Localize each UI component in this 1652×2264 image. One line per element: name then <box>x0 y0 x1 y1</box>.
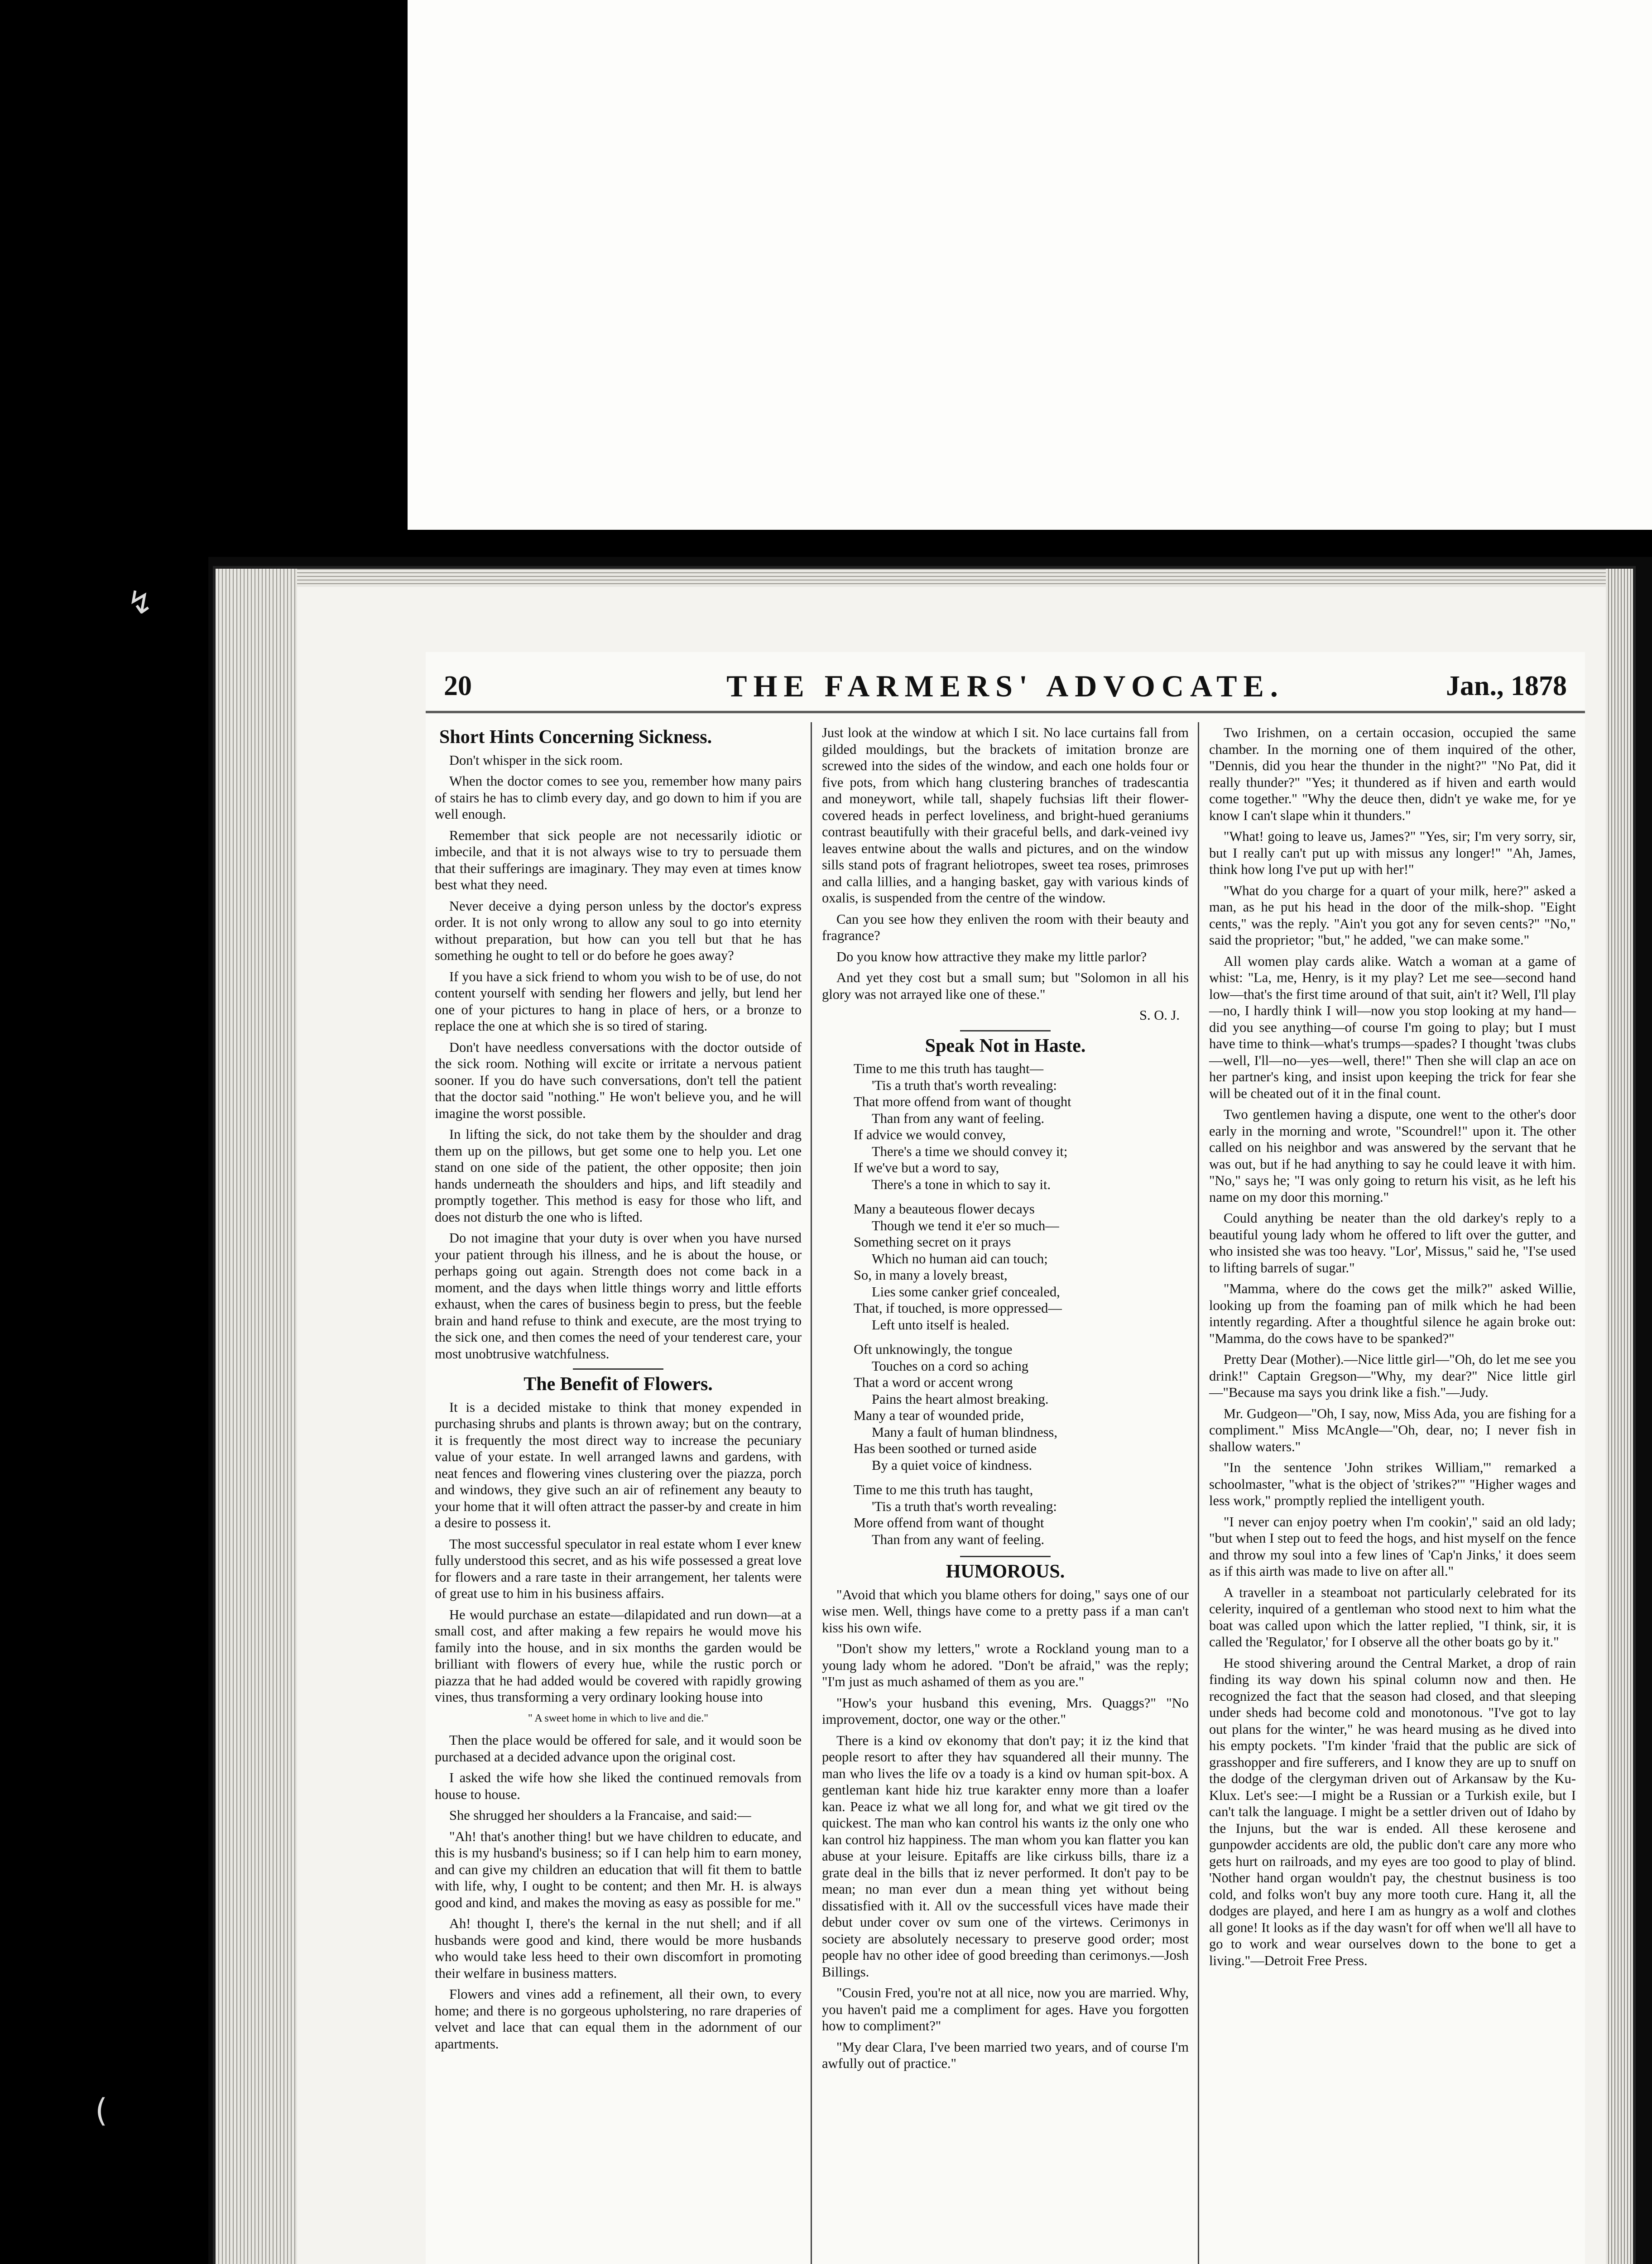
article-title-sickness: Short Hints Concerning Sickness. <box>439 727 712 748</box>
page-stack-left <box>216 569 297 2264</box>
paragraph: "Don't show my letters," wrote a Rockland young man to a young lady whom he adored. "Don't be afraid," was the reply; "I'm just as much ashamed of them as you are." <box>822 1641 1189 1689</box>
poem-line: Than from any want of feeling. <box>872 1110 1045 1126</box>
paragraph: Flowers and vines add a refinement, all their own, to every home; and there is no gorgeous upholstering, no rare draperies of velvet and lace that can equal them in the adornment of our apartments. <box>435 1986 802 2052</box>
poem-line: 'Tis a truth that's worth revealing: <box>872 1077 1057 1093</box>
paragraph: Pretty Dear (Mother).—Nice little girl—"Oh, do let me see you drink!" Captain Gregson—"Why, my dear?" Nice little girl—"Because ma says you drink like a fish."—Judy. <box>1209 1352 1576 1400</box>
author-signature: S. O. J. <box>1139 1007 1180 1023</box>
article-title-flowers: The Benefit of Flowers. <box>523 1374 713 1395</box>
poem-title: Speak Not in Haste. <box>925 1035 1086 1056</box>
film-border <box>36 0 118 2264</box>
page-stack-top <box>216 569 1633 587</box>
page-header <box>426 652 1585 713</box>
paragraph: Don't whisper in the sick room. <box>449 752 623 768</box>
poem-line: Than from any want of feeling. <box>872 1531 1045 1547</box>
paragraph: If you have a sick friend to whom you wish to be of use, do not content yourself with sending her flowers and jelly, but lend her one of your pictures to hang in place of hers, or a bronze to replace the one at which she is so tired of staring. <box>435 969 802 1034</box>
scan-mark-2: ( <box>95 2092 108 2129</box>
poem-line: That more offend from want of thought <box>854 1094 1071 1109</box>
paragraph: Can you see how they enliven the room with their beauty and fragrance? <box>822 911 1189 943</box>
paragraph: The most successful speculator in real estate whom I ever knew fully understood this secret, and as his wife possessed a great love for flowers and a rare taste in their arrangement, her talents were of great use to him in his business affairs. <box>435 1536 802 1601</box>
paragraph: She shrugged her shoulders a la Francaise, and said:— <box>449 1808 751 1823</box>
paragraph: A traveller in a steamboat not particularly celebrated for its celerity, inquired of a gentleman who stood next to him what the boat was called upon which the latter replied, "I think, sir, it is called the 'Regulator,' for I observe all the other boats go by it." <box>1209 1584 1576 1650</box>
paragraph: Mr. Gudgeon—"Oh, I say, now, Miss Ada, you are fishing for a compliment." Miss McAngle—"Oh, dear, no; I never fish in shallow waters." <box>1209 1405 1576 1454</box>
paragraph: "What! going to leave us, James?" "Yes, sir; I'm very sorry, sir, but I really can't put up with missus any longer!" "Ah, James, think how long I've put up with her!" <box>1209 829 1576 877</box>
paragraph: Could anything be neater than the old darkey's reply to a beautiful young lady whom he offered to lift over the gutter, and who insisted she was too heavy. "Lor', Missus," said he, "I'se used to lifting barrels of sugar." <box>1209 1210 1576 1276</box>
inline-quote: " A sweet home in which to live and die." <box>528 1712 709 1724</box>
paragraph: Remember that sick people are not necessarily idiotic or imbecile, and that it is not always wise to try to persuade them that their sufferings are imaginary. They may even at times know best what they need. <box>435 827 802 892</box>
poem-line: Touches on a cord so aching <box>872 1358 1028 1374</box>
paragraph: "What do you charge for a quart of your milk, here?" asked a man, as he put his head in the door of the milk-shop. "Eight cents," was the reply. "Ain't you got any for seven cents?" "No," said the proprietor; "but," he added, "we can make some." <box>1209 883 1576 948</box>
column-1 <box>435 724 802 2057</box>
poem-line: So, in many a lovely breast, <box>854 1267 1008 1283</box>
paragraph: Do you know how attractive they make my little parlor? <box>836 949 1147 964</box>
paragraph: Never deceive a dying person unless by the doctor's express order. It is not only wrong to allow any soul to go into eternity without preparation, but how can you tell but that he has something he ought to tell or do before he goes away? <box>435 898 802 963</box>
poem-line: Which no human aid can touch; <box>872 1251 1048 1266</box>
newspaper-page <box>426 652 1585 2264</box>
poem-line: There's a time we should convey it; <box>872 1143 1068 1159</box>
paragraph: "Avoid that which you blame others for doing," says one of our wise men. Well, things have come to a pretty pass if a man can't kiss his own wife. <box>822 1587 1189 1636</box>
section-divider <box>960 1030 1051 1031</box>
poem-line <box>822 1333 1189 1341</box>
paragraph: "My dear Clara, I've been married two years, and of course I'm awfully out of practice." <box>822 2039 1189 2071</box>
poem-line: More offend from want of thought <box>854 1515 1044 1530</box>
section-divider <box>960 1556 1051 1557</box>
poem-line: There's a tone in which to say it. <box>872 1176 1051 1192</box>
paragraph: It is a decided mistake to think that money expended in purchasing shrubs and plants is thrown away; but on the contrary, it is frequently the most direct way to increase the pecuniary value of your estate. In well arranged lawns and gardens, with neat fences and flowering vines clustering over the piazza, porch and windows, they give such an air of refinement any beauty to your home that it will often attract the passer-by and create in him a desire to possess it. <box>435 1399 802 1530</box>
page-number: 20 <box>444 671 472 701</box>
paragraph: He would purchase an estate—dilapidated and run down—at a small cost, and after making a few repairs he would move his family into the house, and in six months the garden would be brilliant with flowers of every hue, while the rustic porch or piazza that he had added would be covered with rapidly growing vines, thus transforming a very ordinary looking house into <box>435 1607 802 1705</box>
poem-line: That a word or accent wrong <box>854 1375 1013 1390</box>
poem-line <box>822 1193 1189 1201</box>
poem-line: If we've but a word to say, <box>854 1160 999 1175</box>
paragraph: "I never can enjoy poetry when I'm cookin'," said an old lady; "but when I step out to feed the hogs, and hist myself on the fence and throw my soul into a few lines of 'Cap'n Jinks,' it does seem as if this airth was made to live on after all." <box>1209 1514 1576 1579</box>
section-divider <box>573 1368 663 1370</box>
column-2 <box>822 724 1189 2077</box>
publication-title: THE FARMERS' ADVOCATE. <box>726 669 1284 703</box>
poem-line <box>822 1473 1189 1482</box>
paragraph: Do not imagine that your duty is over when you have nursed your patient through his illness, and he is about the house, or perhaps going out again. Strength does not come back in a moment, and the days when little things worry and little efforts exhaust, when the cares of business begin to press, but the feeble brain and hand refuse to think and execute, are the most trying to the sick one, and then comes the need of your tenderest care, your most unobtrusive watchfulness. <box>435 1230 802 1362</box>
poem-line: Many a fault of human blindness, <box>872 1424 1057 1440</box>
paragraph: All women play cards alike. Watch a woman at a game of whist: "La, me, Henry, is it my play? Let me see—second hand low—that's the first time around of that suit, ain't it? Well, I'll play—no, I hardly think I will—now you stop looking at my hand—did you see anything—of course I'm going to play; but I must have time to think—what's trumps—spades? I thought 'twas clubs—well, I'll—no—yes—well, there!" Then she will clap an ace on her partner's king, and insist upon keeping the trick for fear she will be cheated out of it in the final count. <box>1209 953 1576 1101</box>
poem-line: Though we tend it e'er so much— <box>872 1218 1059 1233</box>
paragraph: Then the place would be offered for sale, and it would soon be purchased at a decided advance upon the original cost. <box>435 1732 802 1765</box>
paragraph: He stood shivering around the Central Market, a drop of rain finding its way down his spinal column now and then. He recognized the fact that the season had closed, and that sleeping under sheds had become cold and monotonous. "I've got to lay out plans for the winter," he was heard musing as he dived into his empty pockets. "I'm kinder 'fraid that the public are sick of grasshopper and fire sufferers, and I know they are up to snuff on the dodge of the clergyman driven out of Arkansaw by the Ku-Klux. Let's see:—I might be a Russian or a Turkish exile, but I can't talk the language. I might be a settler driven out of Idaho by the Injuns, but the war is ended. All these kerosene and gunpowder accidents are old, the public don't care any more who gets hurt on railroads, and my eyes are too good to play of blind. 'Nother hand organ wouldn't pay, the chestnut business is too cold, and folks won't buy any more tooth cure. Hang it, all the dodges are played, and here I am as hungry as a wolf and clothes all gone! It looks as if the day wasn't for off when we'll all have to go to work and wear ourselves down to the bone to get a living."—Detroit Free Press. <box>1209 1655 1576 1968</box>
poem-line: If advice we would convey, <box>854 1127 1006 1142</box>
section-title-humorous: HUMOROUS. <box>946 1561 1065 1582</box>
paragraph: I asked the wife how she liked the continued removals from house to house. <box>435 1770 802 1802</box>
paragraph: Just look at the window at which I sit. No lace curtains fall from gilded mouldings, but the brackets of imitation bronze are screwed into the sides of the window, and each one holds four or five pots, from which hang clustering branches of tradescantia and moneywort, while tall, shapely fuchsias lift their flower-covered heads in perfect loveliness, and bright-hued geraniums contrast beautifully with their graceful bells, and dark-veined ivy leaves entwine about the walls and pictures, and on the window sills stand pots of fragrant heliotropes, sweet tea roses, primroses and calla lillies, and a hanging basket, gay with various kinds of oxalis, is suspended from the centre of the window. <box>822 725 1189 906</box>
paragraph: When the doctor comes to see you, remember how many pairs of stairs he has to climb every day, and go down to him if you are well enough. <box>435 773 802 822</box>
paragraph: Don't have needless conversations with the doctor outside of the sick room. Nothing will excite or irritate a nervous patient sooner. If you do have such conversations, don't tell the patient that the doctor said "nothing." He won't believe you, and he will imagine the worst possible. <box>435 1039 802 1121</box>
poem-line: Many a tear of wounded pride, <box>854 1408 1024 1423</box>
poem-line: Something secret on it prays <box>854 1234 1011 1250</box>
poem-line: Time to me this truth has taught— <box>854 1061 1044 1076</box>
paragraph: "How's your husband this evening, Mrs. Quaggs?" "No improvement, doctor, one way or the other." <box>822 1695 1189 1727</box>
paragraph: "Cousin Fred, you're not at all nice, now you are married. Why, you haven't paid me a compliment for ages. Have you forgotten how to compliment?" <box>822 1985 1189 2034</box>
poem-line: That, if touched, is more oppressed— <box>854 1300 1062 1316</box>
overexposed-background <box>408 0 1652 530</box>
poem-line: Many a beauteous flower decays <box>854 1201 1035 1217</box>
column-rule-2 <box>1198 722 1199 2264</box>
paragraph: And yet they cost but a small sum; but "Solomon in all his glory was not arrayed like one of these." <box>822 970 1189 1002</box>
page-stack-right <box>1606 569 1633 2264</box>
column-3 <box>1209 724 1576 1973</box>
paragraph: "Mamma, where do the cows get the milk?" asked Willie, looking up from the foaming pan of milk which he had been intently regarding. After a thoughtful silence he again broke out: "Mamma, do the cows have to be spanked?" <box>1209 1281 1576 1346</box>
paragraph: Ah! thought I, there's the kernal in the nut shell; and if all husbands were good and kind, there would be more husbands who would take less heed to their own discomfort in promoting their welfare in business matters. <box>435 1916 802 1981</box>
paragraph: "In the sentence 'John strikes William,'" remarked a schoolmaster, "what is the object of 'strikes?'" "Higher wages and less work," promptly replied the intelligent youth. <box>1209 1460 1576 1508</box>
scan-mark-1: ↯ <box>127 584 154 621</box>
poem-line: 'Tis a truth that's worth revealing: <box>872 1498 1057 1514</box>
poem-line: Oft unknowingly, the tongue <box>854 1342 1013 1357</box>
poem-line: Time to me this truth has taught, <box>854 1482 1033 1497</box>
poem-line: Has been soothed or turned aside <box>854 1441 1037 1456</box>
paragraph: In lifting the sick, do not take them by the shoulder and drag them up on the pillows, but get some one to help you. Let one stand on one side of the patient, the other opposite; then join hands underneath the shoulders and hips, and lift steadily and promptly together. This method is easy for those who lift, and does not disturb the one who is lifted. <box>435 1127 802 1225</box>
issue-date: Jan., 1878 <box>1446 671 1567 701</box>
column-rule-1 <box>811 722 812 2264</box>
poem-line: Lies some canker grief concealed, <box>872 1284 1060 1300</box>
paragraph: "Ah! that's another thing! but we have children to educate, and this is my husband's business; so if I can help him to earn money, and can give my children an education that will fit them to battle with life, why, I ought to be content; and then Mr. H. is always good and kind, and makes the moving as easy as possible for me." <box>435 1828 802 1910</box>
poem-line: Pains the heart almost breaking. <box>872 1391 1049 1407</box>
poem-line: By a quiet voice of kindness. <box>872 1457 1032 1473</box>
paragraph: Two gentlemen having a dispute, one went to the other's door early in the morning and wrote, "Scoundrel!" upon it. The other called on his neighbor and was answered by the servant that he was out, but if he had anything to say he could leave it with him. "No," says he; "I was only going to return his visit, as he left his name on my door this morning." <box>1209 1107 1576 1205</box>
paragraph: Two Irishmen, on a certain occasion, occupied the same chamber. In the morning one of them inquired of the other, "Dennis, did you hear the thunder in the night?" "No Pat, did it really thunder?" "Yes; it thundered as if hiven and earth would come together." "Why the deuce then, didn't ye wake me, for ye know I can't slape whin it thunders." <box>1209 725 1576 823</box>
poem <box>822 1060 1189 1548</box>
poem-line: Left unto itself is healed. <box>872 1317 1010 1333</box>
paragraph: There is a kind ov ekonomy that don't pay; it iz the kind that people resort to after they hav squandered all their munny. The man who lives the life ov a toady is a kind ov human spit-box. A gentleman kant hide hiz true karakter enny more than a loafer kan. Peace iz what we all long for, and what we git tired ov the quickest. The man who kan control his wants iz the only one who kan control hiz happiness. The man whom you kan flatter you kan abuse at your leisure. Epitaffs are like cirkuss bills, thare iz a grate deal in the bills that iz never performed. It don't pay to be mean; no man ever dun a mean thing yet without being dissatisfied with it. All ov the successfull vices have made their debut under cover ov sum one of the virtews. Cerimonys in society are absolutely necessary to preserve good order; most people hav no other idee of good breeding than cerimonys.—Josh Billings. <box>822 1732 1189 1980</box>
